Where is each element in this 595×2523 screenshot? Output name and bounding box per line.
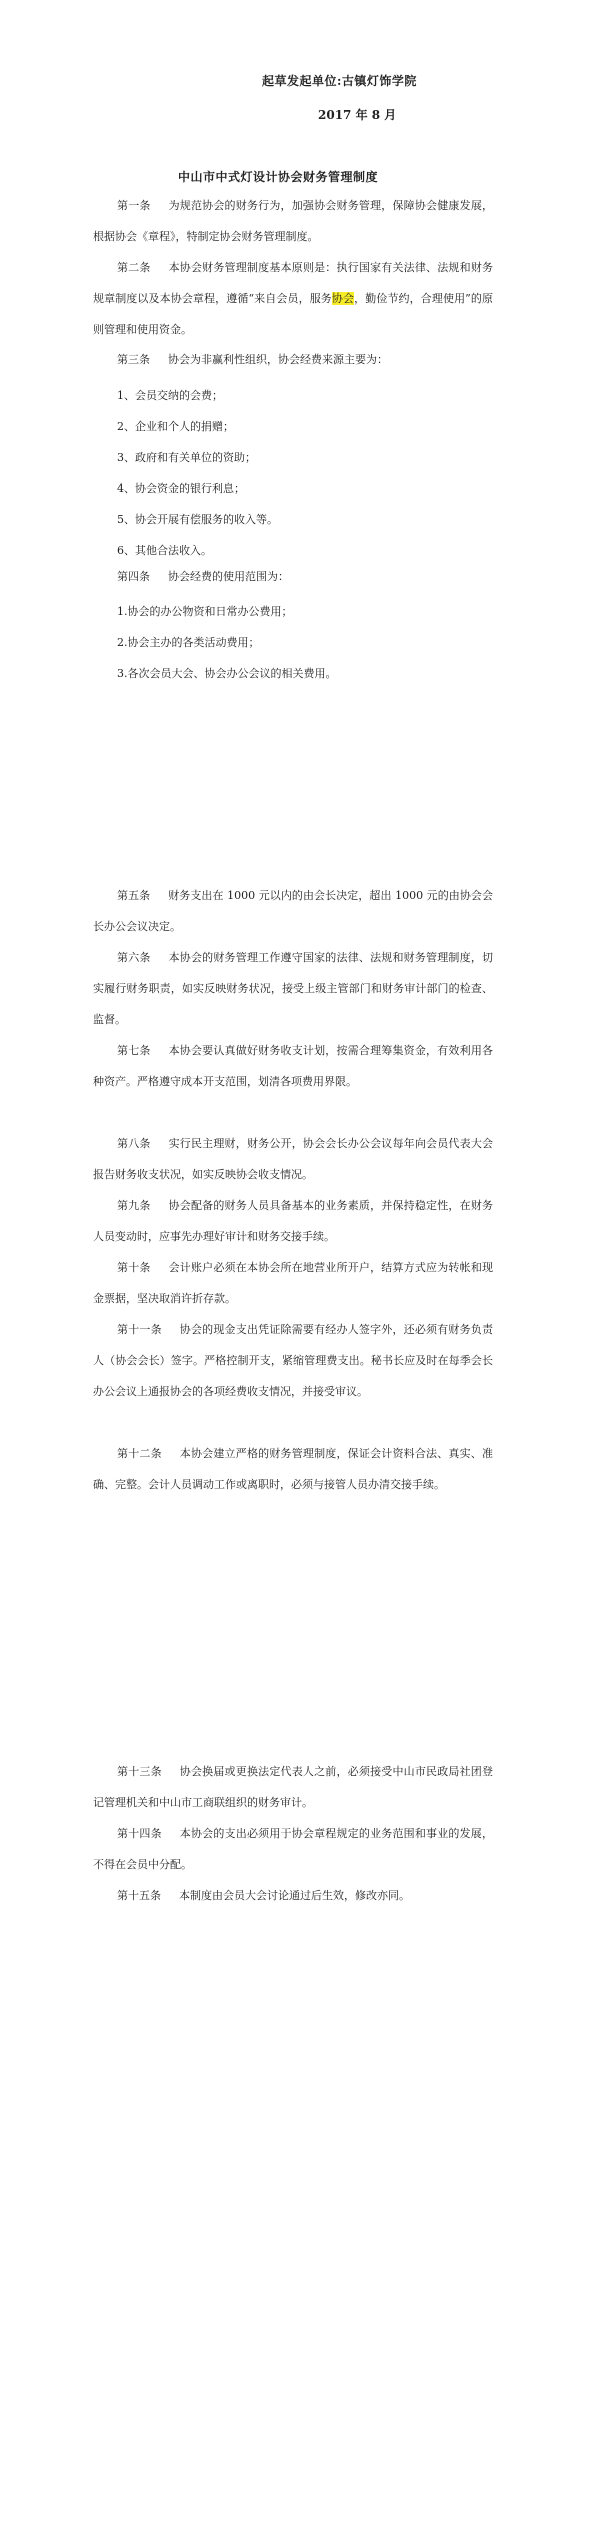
article-number: 第二条 bbox=[117, 261, 151, 274]
article-number: 第八条 bbox=[117, 1137, 151, 1150]
article-11 bbox=[93, 1314, 493, 1407]
article-9 bbox=[93, 1190, 493, 1252]
article-2 bbox=[93, 252, 493, 345]
list-item: 6、其他合法收入。 bbox=[117, 544, 212, 557]
article-text: 协会经费的使用范围为： bbox=[168, 570, 289, 583]
article-7 bbox=[93, 1035, 493, 1097]
list-item: 3、政府和有关单位的资助； bbox=[117, 451, 256, 464]
article-text: 协会换届或更换法定代表人之前，必须接受中山市民政局社团登记管理机关和中山市工商联组织的财务审计。 bbox=[93, 1765, 494, 1809]
article-1 bbox=[93, 190, 493, 252]
article-text: 会计账户必须在本协会所在地营业所开户，结算方式应为转帐和现金票据，坚决取消许折存款。 bbox=[93, 1261, 494, 1305]
article-number: 第九条 bbox=[117, 1199, 151, 1212]
article-text: 协会配备的财务人员具备基本的业务素质，并保持稳定性，在财务人员变动时，应事先办理好审计和财务交接手续。 bbox=[93, 1199, 494, 1243]
article-number: 第六条 bbox=[117, 951, 151, 964]
article-12 bbox=[93, 1438, 493, 1500]
article-3 bbox=[93, 344, 493, 375]
article-15 bbox=[93, 1880, 493, 1911]
document-date: 2017 年 8 月 bbox=[318, 108, 397, 122]
article-number: 第三条 bbox=[117, 353, 150, 366]
list-item: 1.协会的办公物资和日常办公费用； bbox=[117, 605, 293, 618]
article-text: 财务支出在 1000 元以内的由会长决定，超出 1000 元的由协会会长办公会议决定。 bbox=[93, 889, 493, 933]
article-text: 本协会的支出必须用于协会章程规定的业务范围和事业的发展，不得在会员中分配。 bbox=[93, 1827, 494, 1871]
article-10 bbox=[93, 1252, 493, 1314]
article-text: 本制度由会员大会讨论通过后生效，修改亦同。 bbox=[179, 1889, 410, 1902]
document-title: 中山市中式灯设计协会财务管理制度 bbox=[178, 170, 379, 184]
article-text: 协会的现金支出凭证除需要有经办人签字外，还必须有财务负责人（协会会长）签字。严格控制开支，紧缩管理费支出。秘书长应及时在每季会长办公会议上通报协会的各项经费收支情况，并接受审议。 bbox=[93, 1323, 494, 1398]
article-number: 第一条 bbox=[117, 199, 151, 212]
article-text: 实行民主理财，财务公开，协会会长办公会议每年向会员代表大会报告财务收支状况，如实反映协会收支情况。 bbox=[93, 1137, 494, 1181]
article-number: 第五条 bbox=[117, 889, 151, 902]
article-number: 第十一条 bbox=[117, 1323, 162, 1336]
highlighted-text: 协会 bbox=[331, 292, 355, 305]
article-number: 第十五条 bbox=[117, 1889, 161, 1902]
article-text: 为规范协会的财务行为，加强协会财务管理，保障协会健康发展，根据协会《章程》，特制定协会财务管理制度。 bbox=[93, 199, 494, 243]
article-text: ，勤俭节约，合理使用”的原则管理和使用资金。 bbox=[93, 292, 494, 336]
article-text: 协会为非赢利性组织，协会经费来源主要为： bbox=[168, 353, 388, 366]
list-item: 4、协会资金的银行利息； bbox=[117, 482, 245, 495]
article-text: 本协会建立严格的财务管理制度，保证会计资料合法、真实、准确、完整。会计人员调动工作或离职时，必须与接管人员办清交接手续。 bbox=[93, 1447, 494, 1491]
list-item: 3.各次会员大会、协会办公会议的相关费用。 bbox=[117, 667, 337, 680]
article-14 bbox=[93, 1818, 493, 1880]
list-item: 1、会员交纳的会费； bbox=[117, 389, 223, 402]
article-number: 第十二条 bbox=[117, 1447, 162, 1460]
article-text: 本协会要认真做好财务收支计划，按需合理筹集资金，有效利用各种资产。严格遵守成本开支范围，划清各项费用界限。 bbox=[93, 1044, 494, 1088]
article-text: 本协会的财务管理工作遵守国家的法律、法规和财务管理制度，切实履行财务职责，如实反映财务状况，接受上级主管部门和财务审计部门的检查、监督。 bbox=[93, 951, 494, 1026]
article-number: 第七条 bbox=[117, 1044, 151, 1057]
article-8 bbox=[93, 1128, 493, 1190]
article-number: 第四条 bbox=[117, 570, 150, 583]
article-5 bbox=[93, 880, 493, 942]
article-text: 本协会财务管理制度基本原则是：执行国家有关法律、法规和财务规章制度以及本协会章程，遵循“来自会员，服务 bbox=[93, 261, 494, 305]
article-4 bbox=[93, 561, 493, 592]
article-6 bbox=[93, 942, 493, 1035]
article-number: 第十三条 bbox=[117, 1765, 162, 1778]
article-13 bbox=[93, 1756, 493, 1818]
drafting-unit: 起草发起单位:古镇灯饰学院 bbox=[262, 74, 417, 88]
article-number: 第十四条 bbox=[117, 1827, 162, 1840]
list-item: 2、企业和个人的捐赠； bbox=[117, 420, 234, 433]
list-item: 2.协会主办的各类活动费用； bbox=[117, 636, 260, 649]
list-item: 5、协会开展有偿服务的收入等。 bbox=[117, 513, 278, 526]
article-number: 第十条 bbox=[117, 1261, 151, 1274]
